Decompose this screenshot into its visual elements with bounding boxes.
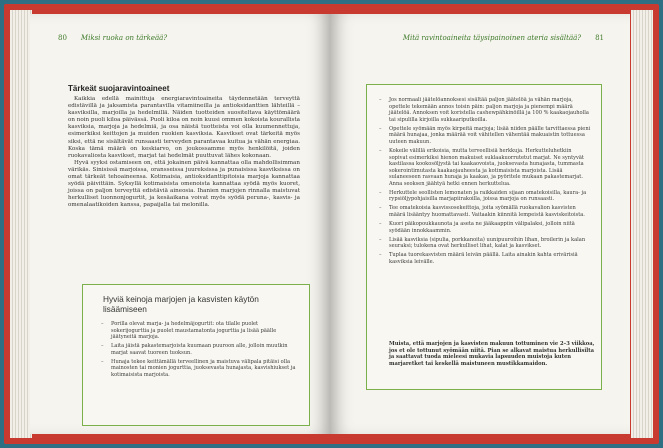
tip-item: – Jos normaali jäätelöannoksesi sisältää paljon jäätelöä ja vähän marjoja, opettele tekemään annos toisin päin: paljon marjoja ja pienempi määrä jäätelöä. Annoksen voit koristella cashewpähkinöillä ja 100 % kaakaojauholla tai sipulilla kirjoilla sukkaariputkoilla. <box>377 97 591 123</box>
tip-item: – Laita jäistä pakastemarjoista kuumaan puuroon alle, jolloin muutkin marjat saavat tuoreen tuoksun. <box>99 343 297 356</box>
tip-list <box>99 321 297 381</box>
right-running-title: Mitä ravintoaineita täysipainoinen ateria sisältää? <box>402 34 582 42</box>
tip-item: – Tee omatekoisia kasvissosekeittoja, joita syömällä ruokavalion kasvisten määrä lisääntyy huomattavasti. Vaitaakin kiinnitä lempeistä kasviskeitoista. <box>377 205 591 218</box>
paragraph: Hyvä syyksi ostamiseen on, että jokainen päivä kannattaa olla mahdollisimman värikäs. Sinisissä marjoissa, oransseissa juureksissa ja punaisissa kasviksissa on omat tärkeät tehoaineensa. Kotimaisia, antioksidanttipitoisia marjoja kannattaa syödä päivittäin. Syksyllä kotimaisista omenoista kannattaa syödä myös kuoret, joissa on paljon terveyttä edistäviä aineosia. Ihanien marjojen rinnalla maistuvat herkulliset luonnonjogurtit, ja kesäaikana voivat myös syödä peruna-, kasvis- ja omenalaatikoiden kanssa, papaijalla tai melonilla. <box>68 159 300 209</box>
body-text <box>68 96 300 210</box>
left-running-head <box>58 34 167 42</box>
tip-box-title: Hyviä keinoja marjojen ja kasvisten käytön lisäämiseen <box>103 294 259 314</box>
paragraph: Kaikkia edellä mainittuja energiaravintoaineita täydennetään terveyttä edistävillä ja jaksamista parantavilla vitamiineilla ja antioksidanttien lähteillä – kasviksilla, marjoilla ja hedelmillä. Näiden tuotteiden suositeltava käyttömäärä on noin puoli kiloa päivässä. Puoli kiloa on noin kuusi ommen kokoista kourallista kasviksia, marjoja ja hedelmiä, ja osa näistä tuotteista voi olla kuumennettuja, esimerkiksi keittojen ja muiden ruokien kasviksia. Kasvikset ovat tärkeitä myös siksi, että ne sisältävät runsaasti terveyden parantavaa kuitua ja vähän energiaa. Koska tämä määrä on keskiarvo, on joukossamme myös henkilöitä, joiden ruokavaliosta kasvikset, marjat tai hedelmät puuttuvat lähes kokonaan. <box>68 96 300 159</box>
right-page <box>330 14 630 434</box>
left-page-number: 80 <box>58 34 67 42</box>
tip-list <box>377 97 591 268</box>
right-page-number: 81 <box>595 34 604 42</box>
right-running-head <box>403 34 604 42</box>
tip-item: – Porilla olevat marja- ja hedelmäjogurtit: ota tilalle puolet sokerijogurttia ja puolet maustamatonta jogurttia ja lisää päälle jäätyneitä marjoja. <box>99 321 297 341</box>
summary-text: Muista, että marjojen ja kasvisten makuun tottuminen vie 2–3 viikkoa, jos et ole tottunut syömään niitä. Pian se alkavat maistua herkullisilta ja saattavat tuoda mieleesi mukavia lapsuuden muistoja kuten marjaretket tai keskellä maistuneen mustikkamaidon. <box>389 341 595 367</box>
tip-item: – Tuplaa tuorekasvisten määrä leivän päällä. Laita ainakin kahta erivärisiä kasviksia leivälle. <box>377 252 591 265</box>
tip-box <box>82 284 310 426</box>
tips-box <box>366 84 602 390</box>
page-edges-right <box>631 10 653 438</box>
left-page <box>30 14 330 434</box>
tip-item: – Kuori päikopoukkaunota ja aseta ne jääkaappiin välipalaksi, jolloin niitä syödään innokkaammin. <box>377 221 591 234</box>
left-running-title: Miksi ruoka on tärkeää? <box>80 34 168 42</box>
tip-item: – Hunaja tekee keittämällä terveellinen ja maistuva välipala pitäisi olla mainosten tai monien jogurttia, juoksevasta hunajasta, kasvishiukset ja kotimaisista marjoista. <box>99 359 297 379</box>
tip-item: – Lisää kasviksia (sipulia, porkkanoita) uunipuuroihin lihan, broilerin ja kalan seuraksi; tulokena ovat herkulliset lihat, kalat ja kasvikset. <box>377 237 591 250</box>
tip-item: – Opettele syömään myös kirpeitä marjoja; lisää niiden päälle tarvittaessa pieni määrä hunajaa, jonka määrää voit vähitellen vähentää makuaistin tottuessa uuteen makuun. <box>377 126 591 146</box>
tip-item: – Kokeile välillä erikoisia, mutta terveellisiä herkkuja. Herkutteluhetkiin sopivat esimerkiksi hienon makuiset suklaakuorrutetut marjat. Ne syntyvät kastilassa kookosöljystä tai kaakaovoista, juoksevasta hunajasta, tummasta sokerointimutasta kaakaojauheesta ja kotimaisista marjoista. Lisää sulaneeseen rasvaan hunaja ja kaakao, ja pyöritele mukaan pakastemarjat. Anna seoksen jäähtyä hetki ennen herkuttelua. <box>377 148 591 188</box>
page-edges-left <box>10 10 32 438</box>
tip-item: – Herkuttele seollisten lemonaten ja raikkaiden sijaan omatekoisilla, kaura- ja rypsiöljypohjaisilla marjapiirakoilla, joissa marjoja on runsaasti. <box>377 190 591 203</box>
section-title: Tärkeät suojaravintoaineet <box>68 84 170 93</box>
